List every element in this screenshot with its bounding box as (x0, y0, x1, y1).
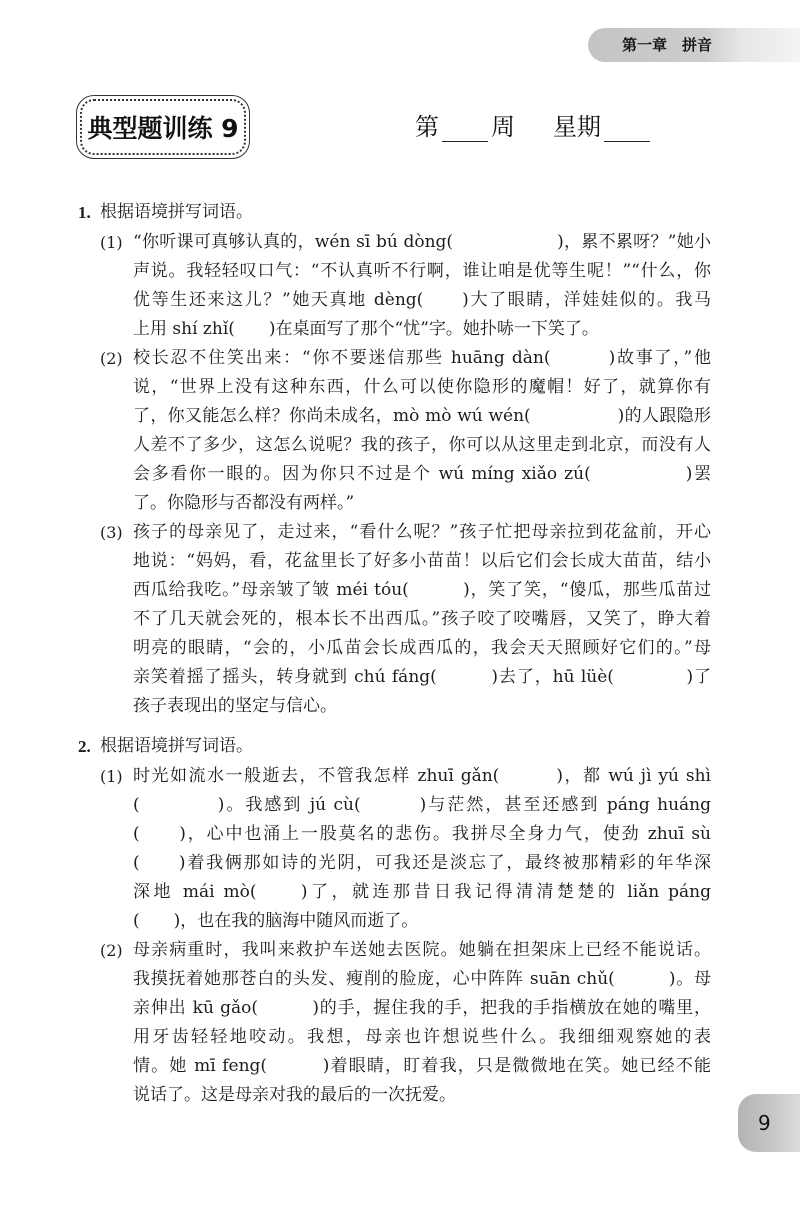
text-line: “你听课可真够认真的，wén sī bú dòng( )，累不累呀？”她小 (133, 232, 711, 252)
chapter-title: 第一章 拼音 (622, 36, 713, 54)
sub-question (100, 518, 718, 721)
question-number: 1. (78, 203, 91, 222)
text-line: 了。你隐形与否都没有两样。” (133, 493, 355, 513)
sub-question-text (133, 518, 711, 721)
text-line: 母亲病重时，我叫来救护车送她去医院。她躺在担架床上已经不能说话。 (133, 940, 711, 960)
text-line: 情。她 mī feng( )着眼睛，盯着我，只是微微地在笑。她已经不能 (133, 1056, 711, 1076)
question-2 (78, 732, 718, 1110)
sub-question-text (133, 228, 711, 344)
sub-question (100, 228, 718, 344)
text-line: 时光如流水一般逝去，不管我怎样 zhuī gǎn( )，都 wú jì yú shì (133, 766, 711, 786)
text-line: 说话了。这是母亲对我的最后的一次抚爱。 (133, 1085, 456, 1105)
sub-question-text (133, 344, 711, 518)
exercise-title: 典型题训练 9 (87, 114, 239, 143)
text-line: ( )，心中也涌上一股莫名的悲伤。我拼尽全身力气，使劲 zhuī sù (133, 824, 711, 844)
text-line: 孩子的母亲见了，走过来，“看什么呢？”孩子忙把母亲拉到花盆前，开心 (133, 522, 711, 542)
text-line: ( )。我感到 jú cù( )与茫然，甚至还感到 páng huáng (133, 795, 711, 815)
exercise-title-frame (76, 95, 250, 159)
question-1 (78, 198, 718, 721)
text-line: 西瓜给我吃。”母亲皱了皱 méi tóu( )，笑了笑，“傻瓜，那些瓜苗过 (133, 580, 711, 600)
question-number: 2. (78, 737, 91, 756)
text-line: 了，你又能怎么样？你尚未成名，mò mò wú wén( )的人跟隐形 (133, 406, 711, 426)
text-line: 声说。我轻轻叹口气：“不认真听不行啊，谁让咱是优等生呢！”“什么，你 (133, 261, 711, 281)
text-line: 深地 mái mò( )了，就连那昔日我记得清清楚楚的 liǎn páng (133, 882, 711, 902)
week-blank (442, 115, 488, 142)
sub-question-label: (1) (100, 767, 123, 786)
text-line: 地说：“妈妈，看，花盆里长了好多小苗苗！以后它们会长成大苗苗，结小 (133, 551, 711, 571)
question-items (78, 762, 718, 1110)
sub-question-text (133, 936, 711, 1110)
sub-question-text (133, 762, 711, 936)
text-line: 上用 shí zhǐ( )在桌面写了那个“忧”字。她扑哧一下笑了。 (133, 319, 599, 339)
text-line: ( )，也在我的脑海中随风而逝了。 (133, 911, 419, 931)
text-line: 会多看你一眼的。因为你只不过是个 wú míng xiǎo zú( )罢 (133, 464, 711, 484)
chapter-tab (588, 28, 800, 62)
week-weekday-fill (415, 110, 653, 142)
question-heading (78, 732, 718, 761)
question-items (78, 228, 718, 721)
text-line: 我摸抚着她那苍白的头发、瘦削的脸庞，心中阵阵 suān chǔ( )。母 (133, 969, 711, 989)
text-line: 不了几天就会死的，根本长不出西瓜。”孩子咬了咬嘴唇，又笑了，睁大着 (133, 609, 711, 629)
page-number-tab (738, 1094, 800, 1152)
text-line: 明亮的眼睛，“会的，小瓜苗会长成西瓜的，我会天天照顾好它们的。”母 (133, 638, 711, 658)
page-number: 9 (758, 1111, 771, 1135)
text-line: 说，“世界上没有这种东西，什么可以使你隐形的魔帽！好了，就算你有 (133, 377, 711, 397)
question-prompt: 根据语境拼写词语。 (100, 736, 253, 756)
question-prompt: 根据语境拼写词语。 (100, 202, 253, 222)
text-line: 优等生还来这儿？”她天真地 dèng( )大了眼睛，洋娃娃似的。我马 (133, 290, 711, 310)
sub-question (100, 936, 718, 1110)
question-heading (78, 198, 718, 227)
sub-question-label: (1) (100, 233, 123, 252)
weekday-blank (604, 115, 650, 142)
sub-question (100, 344, 718, 518)
text-line: ( )着我俩那如诗的光阴，可我还是淡忘了，最终被那精彩的年华深 (133, 853, 711, 873)
text-line: 亲笑着摇了摇头，转身就到 chú fáng( )去了，hū lüè( )了 (133, 667, 711, 687)
week-prefix: 第 (415, 113, 439, 141)
sub-question-label: (2) (100, 349, 123, 368)
exercise-title-inner-frame (80, 99, 246, 155)
sub-question-label: (2) (100, 941, 123, 960)
week-suffix: 周 (491, 113, 515, 141)
text-line: 人差不了多少，这怎么说呢？我的孩子，你可以从这里走到北京，而没有人 (133, 435, 711, 455)
text-line: 用牙齿轻轻地咬动。我想，母亲也许想说些什么。我细细观察她的表 (133, 1027, 711, 1047)
text-line: 孩子表现出的坚定与信心。 (133, 696, 337, 716)
sub-question (100, 762, 718, 936)
sub-question-label: (3) (100, 523, 123, 542)
weekday-prefix: 星期 (553, 113, 601, 141)
text-line: 亲伸出 kū gǎo( )的手，握住我的手，把我的手指横放在她的嘴里， (133, 998, 711, 1018)
text-line: 校长忍不住笑出来：“你不要迷信那些 huāng dàn( )故事了，”他 (133, 348, 711, 368)
